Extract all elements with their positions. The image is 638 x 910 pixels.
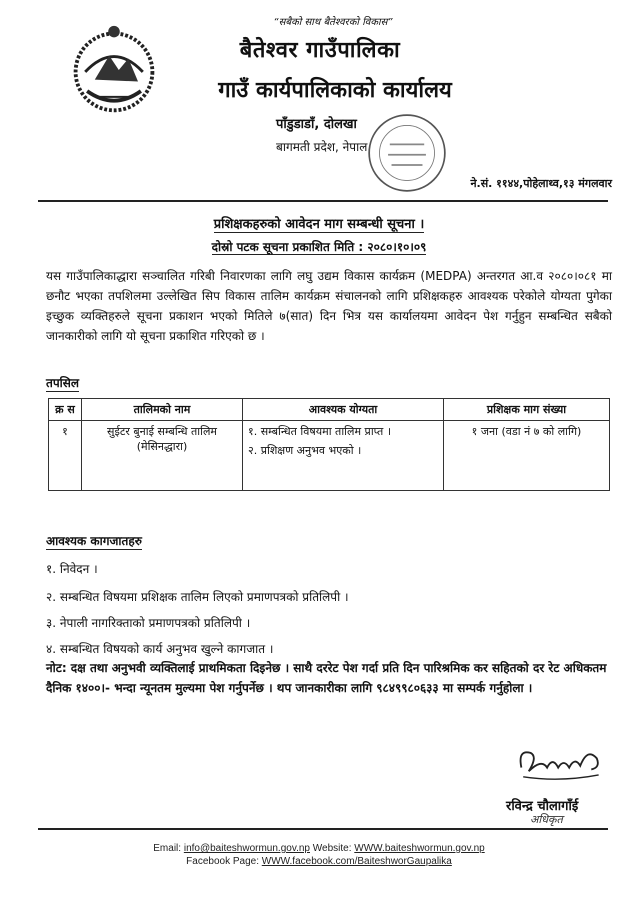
reference-date: ने.सं. ११४४,पोहेलाथ्व,१३ मंगलवार [470,177,612,190]
table-row [49,421,610,491]
document-item: २. सम्बन्धित विषयमा प्रशिक्षक तालिम लिएको प्रमाणपत्रको प्रतिलिपी । [46,590,349,604]
office-name: बैतेश्वर गाउँपालिका [239,38,401,63]
footer-line-2 [0,855,638,868]
training-table [48,398,610,491]
email-link[interactable]: info@baiteshwormun.gov.np [183,843,310,854]
address-line-1: पाँडुडाडाँ, दोलखा [276,117,357,132]
note-text: नोट: दक्ष तथा अनुभवी व्यक्तिलाई प्राथमिकता दिइनेछ । साथै दररेट पेश गर्दा प्रति दिन पारिश्रमिक कर सहितको दर रेट अधिकतम दैनिक १४००।- भन्दा न्यूनतम मुल्यमा पेश गर्नुपर्नेछ । थप जानकारीका लागि ९८४९९८०६३३ मा सम्पर्क गर्नुहोला । [46,661,607,695]
email-label: Email: [153,843,182,854]
qualification-item: १. सम्बन्धित विषयमा तालिम प्राप्त । [248,425,391,438]
cell-sn: १ [49,421,82,491]
footer [0,842,638,868]
signature-icon [512,740,608,786]
tapasil-heading: तपसिल [46,376,80,390]
documents-heading: आवश्यक कागजातहरु [46,534,142,548]
col-trainer-demand: प्रशिक्षक माग संख्या [444,399,610,421]
notice-date-text: दोस्रो पटक सूचना प्रकाशित मिति : २०८०।१०।०९ [211,240,427,254]
header-divider [38,200,608,202]
website-link[interactable]: WWW.baiteshwormun.gov.np [354,843,485,854]
footer-divider [38,828,608,830]
notice-title-text: प्रशिक्षकहरुको आवेदन माग सम्बन्धी सूचना । [213,217,425,232]
notice-published-date [0,238,638,255]
notice-title [0,214,638,232]
signatory-name: रविन्द्र चौलागाँई [506,799,579,814]
document-item: ३. नेपाली नागरिक्ताको प्रमाणपत्रको प्रतिलिपी । [46,616,251,630]
col-qualification: आवश्यक योग्यता [243,399,444,421]
nepal-emblem-icon [66,22,162,118]
document-item: १. निवेदन । [46,562,98,576]
facebook-label: Facebook Page: [186,856,259,867]
office-subtitle: गाउँ कार्यपालिकाको कार्यालय [218,78,452,103]
cell-demand: १ जना (वडा नं ७ को लागि) [444,421,610,491]
facebook-link[interactable]: WWW.facebook.com/BaiteshworGaupalika [261,856,452,867]
footer-line-1 [0,842,638,855]
col-sn: क्र स [49,399,82,421]
website-label: Website: [312,843,352,854]
signatory-title: अधिकृत [530,813,563,826]
notice-body: यस गाउँपालिकाद्धारा सञ्चालित गरिबी निवारणका लागि लघु उद्यम विकास कार्यक्रम (MEDPA) अन्तरगत आ.व २०८०।०८१ मा छनौट भएका तपशिलमा उल्लेखित सिप विकास तालिम कार्यक्रम संचालनको लागि प्रशिक्षकहरु आवश्यक परेकोले योग्यता पुगेका इच्छुक व्यक्तिहरुले सूचना प्रकाशन भएको मितिले ७(सात) दिन भित्र यस कार्यालयमा आवेदन पेश गर्नुहुन सम्बन्धित सबैको जानकारीको लागि यो सूचना प्रकाशित गरिएको छ । [46,269,612,343]
cell-qualification [243,421,444,491]
office-stamp-icon [364,110,450,196]
cell-training: सुईटर बुनाई सम्बन्धि तालिम (मेसिनद्धारा) [82,421,243,491]
table-header-row [49,399,610,421]
address-line-2: बागमती प्रदेश, नेपाल [276,140,368,154]
col-training-name: तालिमको नाम [82,399,243,421]
document-item: ४. सम्बन्धित विषयको कार्य अनुभव खुल्ने कागजात । [46,642,274,656]
tagline: “सबैको साथ बैतेश्वरको विकास” [273,17,393,28]
qualification-item: २. प्रशिक्षण अनुभव भएको । [248,444,362,457]
